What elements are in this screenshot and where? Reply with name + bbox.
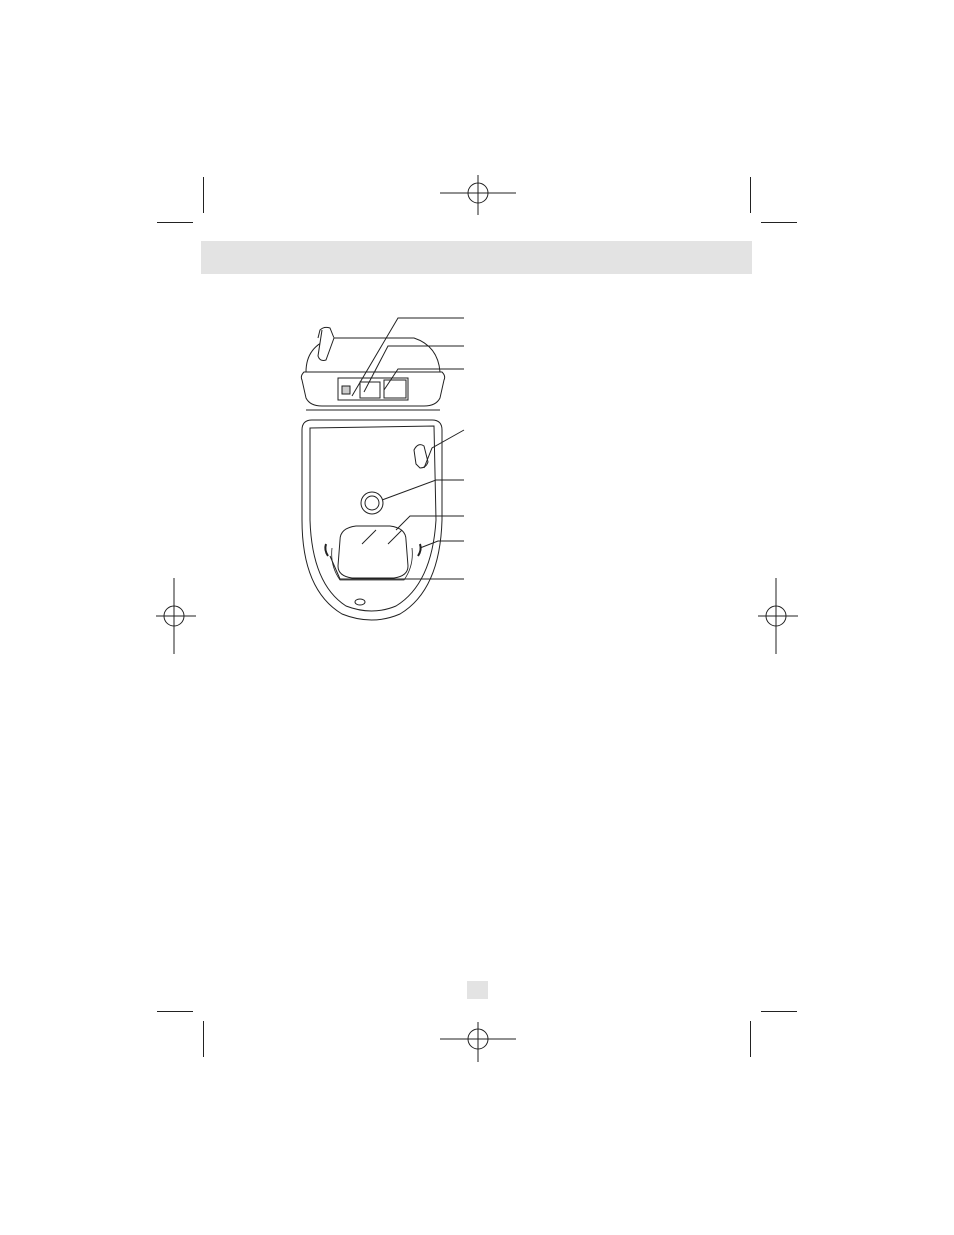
crop-mark bbox=[203, 1021, 204, 1057]
page-number bbox=[467, 981, 488, 999]
callout-label bbox=[467, 572, 482, 584]
callout-label bbox=[467, 340, 482, 352]
callout-label bbox=[467, 363, 482, 375]
callout-label bbox=[467, 534, 482, 546]
registration-mark bbox=[440, 1022, 516, 1062]
callout-label bbox=[467, 474, 482, 486]
callout-label bbox=[467, 311, 482, 323]
crop-mark bbox=[761, 1011, 797, 1012]
crop-mark bbox=[750, 1021, 751, 1057]
crop-mark bbox=[157, 1011, 193, 1012]
callout-label bbox=[467, 423, 482, 435]
base-unit-top-view bbox=[302, 420, 442, 620]
callout-label bbox=[467, 509, 482, 521]
